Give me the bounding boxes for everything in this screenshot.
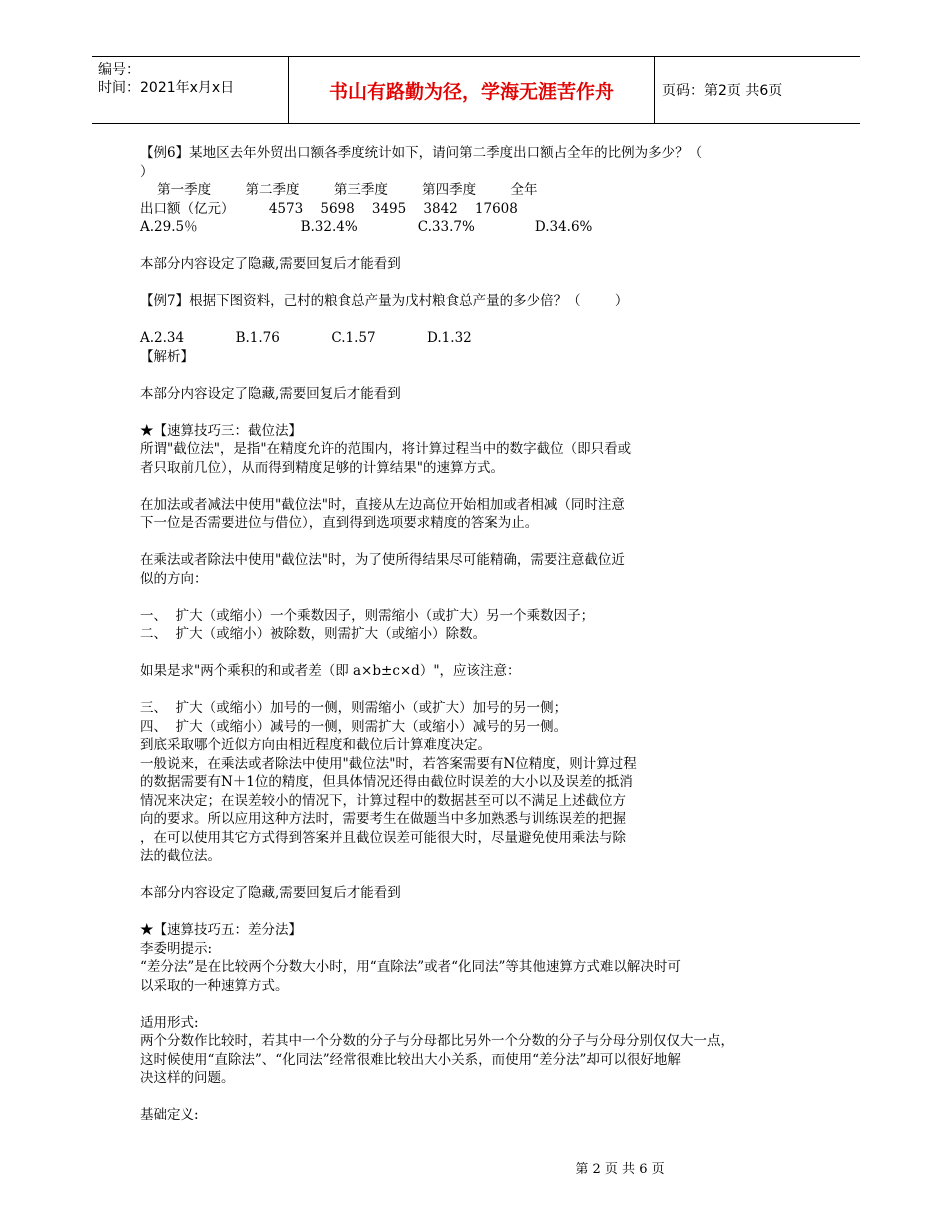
example6-table-row: 出口额（亿元） 4573 5698 3495 3842 17608 bbox=[140, 200, 518, 217]
paragraph-line: 这时候使用“直除法”、“化同法”经常很难比较出大小关系，而使用“差分法”却可以很好地解 bbox=[140, 1051, 681, 1068]
time-label: 时间：2021年x月x日 bbox=[98, 80, 235, 96]
paragraph-line: 下一位是否需要进位与借位），直到得到选项要求精度的答案为止。 bbox=[140, 515, 539, 531]
rule-item: 二、 扩大（或缩小）被除数，则需扩大（或缩小）除数。 bbox=[140, 626, 487, 642]
paragraph-line: 者只取前几位），从而得到精度足够的计算结果"的速算方式。 bbox=[140, 459, 504, 476]
paragraph-line: 情况来决定；在误差较小的情况下，计算过程中的数据甚至可以不满足上述截位方 bbox=[140, 792, 626, 809]
example6-question: 【例6】某地区去年外贸出口额各季度统计如下，请问第二季度出口额占全年的比例为多少？（ bbox=[140, 145, 703, 161]
page-header bbox=[92, 56, 860, 124]
paragraph-line: 所谓"截位法"，是指"在精度允许的范围内，将计算过程当中的数字截位（即只看或 bbox=[140, 441, 632, 457]
paragraph-line: 到底采取哪个近似方向由相近程度和截位后计算难度决定。 bbox=[140, 737, 491, 753]
paragraph-line: 两个分数作比较时，若其中一个分数的分子与分母都比另外一个分数的分子与分母分别仅仅大一点， bbox=[140, 1033, 734, 1049]
paragraph-line: 一般说来，在乘法或者除法中使用"截位法"时，若答案需要有N位精度，则计算过程 bbox=[140, 755, 637, 772]
example7-options: A.2.34 B.1.76 C.1.57 D.1.32 bbox=[140, 330, 472, 346]
paragraph-line: 的数据需要有N＋1位的精度，但具体情况还得由截位时误差的大小以及误差的抵消 bbox=[140, 774, 633, 790]
header-motto: 书山有路勤为径，学海无涯苦作舟 bbox=[328, 80, 614, 103]
rule-item: 一、 扩大（或缩小）一个乘数因子，则需缩小（或扩大）另一个乘数因子； bbox=[140, 607, 595, 624]
tip5-author: 李委明提示: bbox=[140, 940, 213, 957]
hidden-notice: 本部分内容设定了隐藏,需要回复后才能看到 bbox=[140, 256, 401, 272]
document-body bbox=[140, 144, 820, 1125]
example6-question-cont: ） bbox=[140, 163, 154, 180]
paragraph-line: “差分法”是在比较两个分数大小时，用“直除法”或者“化同法”等其他速算方式难以解决时可 bbox=[140, 959, 681, 975]
rule-item: 三、 扩大（或缩小）加号的一侧，则需缩小（或扩大）加号的另一侧； bbox=[140, 700, 568, 716]
hidden-notice: 本部分内容设定了隐藏,需要回复后才能看到 bbox=[140, 885, 401, 901]
serial-label: 编号： bbox=[98, 62, 140, 78]
paragraph-line: 如果是求"两个乘积的和或者差（即 a×b±c×d）"，应该注意： bbox=[140, 663, 521, 679]
header-divider bbox=[654, 57, 655, 123]
paragraph-line: 决这样的问题。 bbox=[140, 1070, 235, 1086]
paragraph-line: 以采取的一种速算方式。 bbox=[140, 977, 289, 994]
tip5-basic-definition: 基础定义: bbox=[140, 1107, 199, 1123]
example6-table-header: 第一季度 第二季度 第三季度 第四季度 全年 bbox=[140, 182, 538, 198]
header-page-info: 页码：第2页 共6页 bbox=[662, 83, 783, 99]
paragraph-line: 似的方向： bbox=[140, 570, 208, 587]
tip5-form-title: 适用形式: bbox=[140, 1014, 199, 1031]
paragraph-line: 在乘法或者除法中使用"截位法"时，为了使所得结果尽可能精确，需要注意截位近 bbox=[140, 552, 625, 568]
paragraph-line: 法的截位法。 bbox=[140, 848, 221, 864]
page-footer: 第 2 页 共 6 页 bbox=[575, 1162, 665, 1177]
example7-analysis: 【解析】 bbox=[140, 348, 194, 365]
example6-options: A.29.5％ B.32.4% C.33.7% D.34.6% bbox=[140, 219, 593, 235]
tip5-title: ★【速算技巧五：差分法】 bbox=[140, 922, 302, 938]
hidden-notice: 本部分内容设定了隐藏,需要回复后才能看到 bbox=[140, 385, 401, 402]
paragraph-line: 在加法或者减法中使用"截位法"时，直接从左边高位开始相加或者相减（同时注意 bbox=[140, 496, 625, 513]
paragraph-line: 向的要求。所以应用这种方法时，需要考生在做题当中多加熟悉与训练误差的把握 bbox=[140, 811, 626, 827]
example7-question: 【例7】根据下图资料，己村的粮食总产量为戊村粮食总产量的多少倍？（ ） bbox=[140, 293, 629, 309]
rule-item: 四、 扩大（或缩小）减号的一侧，则需扩大（或缩小）减号的另一侧。 bbox=[140, 718, 568, 735]
tip3-title: ★【速算技巧三：截位法】 bbox=[140, 422, 302, 439]
header-meta bbox=[98, 61, 234, 97]
paragraph-line: ，在可以使用其它方式得到答案并且截位误差可能很大时，尽量避免使用乘法与除 bbox=[140, 829, 626, 846]
